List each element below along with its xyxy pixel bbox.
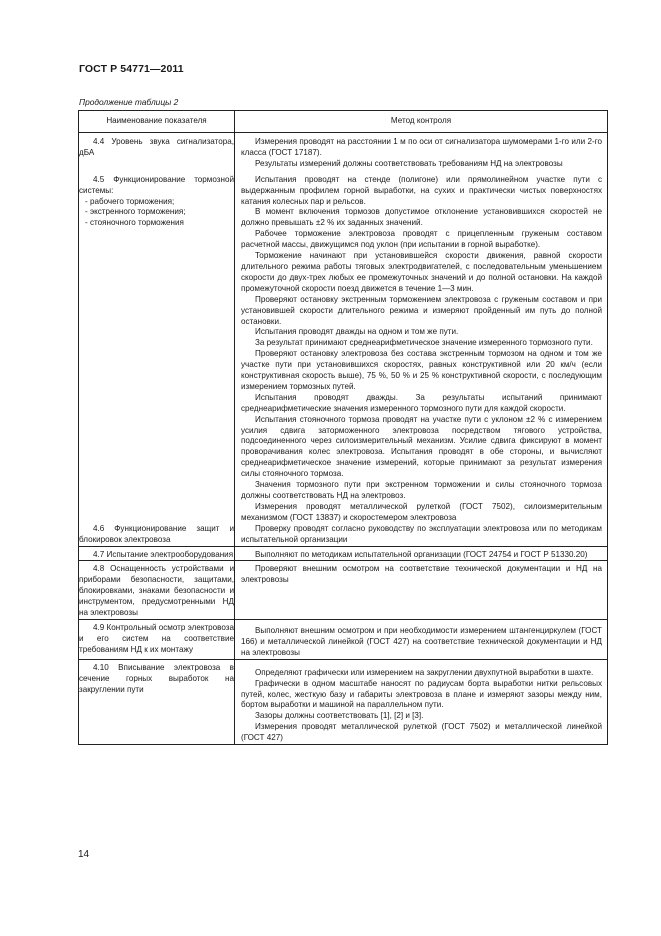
indicator-cell	[79, 170, 235, 524]
indicator-text: 4.10 Вписывание электровоза в сечение горных выработок на закруглении пути	[79, 662, 234, 694]
method-cell	[235, 524, 608, 546]
method-paragraph: Зазоры должны соответствовать [1], [2] и [3].	[255, 711, 424, 721]
method-paragraph: За результат принимают среднеарифметическое значение измеренного тормозного пути.	[255, 338, 593, 348]
method-paragraph: Проверяют остановку экстренным торможением электровоза с груженым составом и при установившей скорости длительного режима и измеряют пройденный им путь до полной остановки.	[241, 294, 602, 326]
method-paragraph: Выполняют внешним осмотром и при необходимости измерением штангенциркулем (ГОСТ 166) и металлической линейкой (ГОСТ 427) на соответствие технической документации и НД на электровозы	[241, 625, 602, 657]
table-row	[79, 659, 608, 744]
method-paragraph: Рабочее торможение электровоза проводят с прицепленным груженым составом расчетной массы, движущимся под уклон (при испытании в горной выработке).	[241, 229, 602, 250]
document-header: ГОСТ Р 54771—2011	[79, 63, 184, 75]
indicator-list-item: - стояночного торможения	[85, 218, 184, 228]
indicator-cell	[79, 619, 235, 659]
method-paragraph: Измерения проводят металлической рулеткой (ГОСТ 7502), силоизмерительным механизмом (ГОСТ 13837) и скоростемером электровоза	[241, 501, 602, 522]
method-paragraph: Испытания проводят на стенде (полигоне) или прямолинейном участке пути с выдержанным профилем горной выработки, на сухих и практически чистых поверхностях катания колесных пар и рельсов.	[241, 174, 602, 206]
page-number: 14	[78, 849, 90, 860]
table-row	[79, 524, 608, 546]
indicator-text: 4.7 Испытание электрооборудования	[93, 549, 234, 559]
indicator-text: 4.5 Функционирование тормозной системы:	[79, 174, 234, 195]
method-paragraph: Торможение начинают при установившейся скорости движения, равной скорости длительного режима работы тяговых электродвигателей, с последовательным уменьшением скорости до двух-трех любых ее промежуточных значений и до полной остановки. На каждой промежуточной скорости поезд движется в течение 1—3 мин.	[241, 251, 602, 293]
method-paragraph: Выполняют по методикам испытательной организации (ГОСТ 24754 и ГОСТ Р 51330.20)	[255, 549, 588, 559]
table-row	[79, 561, 608, 620]
method-cell	[235, 659, 608, 744]
method-cell	[235, 619, 608, 659]
methods-table	[78, 110, 608, 745]
table-row	[79, 619, 608, 659]
method-paragraph: Измерения проводят металлической рулеткой (ГОСТ 7502) и металлической линейкой (ГОСТ 427)	[241, 722, 602, 743]
method-paragraph: Графически в одном масштабе наносят по радиусам борта выработки нитки рельсовых путей, колес, жесткую базу и габариты электровоза в плане и измеряют зазоры между ним, бортом выработки и машиной на параллельном пути.	[241, 678, 602, 710]
indicator-list-item: - рабочего торможения;	[85, 196, 175, 206]
method-paragraph: Испытания проводят дважды на одном и том же пути.	[255, 327, 459, 337]
table-row	[79, 133, 608, 170]
indicator-text: 4.4 Уровень звука сигнализатора, дБА	[79, 137, 234, 157]
method-paragraph: Результаты измерений должны соответствовать требованиям НД на электровозы	[255, 158, 563, 168]
method-paragraph: Измерения проводят на расстоянии 1 м по оси от сигнализатора шумомерами 1-го или 2-го класса (ГОСТ 17187).	[241, 137, 602, 157]
method-cell	[235, 546, 608, 561]
indicator-cell	[79, 524, 235, 546]
indicator-text: 4.6 Функционирование защит и блокировок электровоза	[79, 523, 234, 544]
method-paragraph: Значения тормозного пути при экстренном торможении и силы стояночного тормоза должны соответствовать НД на электровоз.	[241, 480, 602, 500]
column-header-indicator: Наименование показателя	[79, 111, 235, 133]
method-paragraph: Проверяют остановку электровоза без состава экстренным тормозом на одном и том же участке пути при установившихся скоростях, равных конструктивной или 20 км/ч (если конструктивная скорость выше), 75 %, 50 % и 25 % конструктивной скорости, с последующим измерением тормозных путей.	[241, 349, 602, 391]
method-paragraph: Испытания проводят дважды. За результаты испытаний принимают среднеарифметические значения измеренного тормозного пути для каждой скорости.	[241, 392, 602, 413]
method-paragraph: Проверяют внешним осмотром на соответствие технической документации и НД на электровозы	[241, 564, 602, 585]
method-paragraph: Проверку проводят согласно руководству по эксплуатации электровоза или по методикам испытательной организации	[241, 523, 602, 544]
indicator-text: 4.9 Контрольный осмотр электровоза и его систем на соответствие требованиям НД к их монтажу	[79, 622, 234, 654]
table-row	[79, 170, 608, 524]
method-paragraph: Определяют графически или измерением на закруглении двухпутной выработки в шахте.	[255, 667, 594, 677]
indicator-text: 4.8 Оснащенность устройствами и приборами безопасности, защитами, блокировками, знаками безопасности и инструментом, предусмотренными НД на электровозы	[79, 564, 234, 618]
method-cell	[235, 561, 608, 620]
table-row	[79, 546, 608, 561]
method-cell	[235, 133, 608, 170]
method-cell	[235, 170, 608, 524]
method-paragraph: Испытания стояночного тормоза проводят на участке пути с уклоном ±2 % с измерением усилия сдвига заторможенного электровоза посредством тягового устройства, подсоединенного через силоизмерительный механизм. Усилие сдвига фиксируют в момент проворачивания колес электровоза. Испытания проводят в обе стороны, и вычисляют среднеарифметическое значение измерений, которые принимают за результат измерения силы стояночного тормоза.	[241, 414, 602, 479]
indicator-cell	[79, 561, 235, 620]
table-header-row	[79, 111, 608, 133]
indicator-cell	[79, 133, 235, 170]
indicator-list-item: - экстренного торможения;	[85, 207, 186, 217]
column-header-method: Метод контроля	[235, 111, 608, 133]
method-paragraph: В момент включения тормозов допустимое отклонение установившихся скоростей не должно превышать ±2 % их заданных значений.	[241, 207, 602, 228]
indicator-cell	[79, 546, 235, 561]
indicator-cell	[79, 659, 235, 744]
table-caption: Продолжение таблицы 2	[79, 97, 179, 107]
